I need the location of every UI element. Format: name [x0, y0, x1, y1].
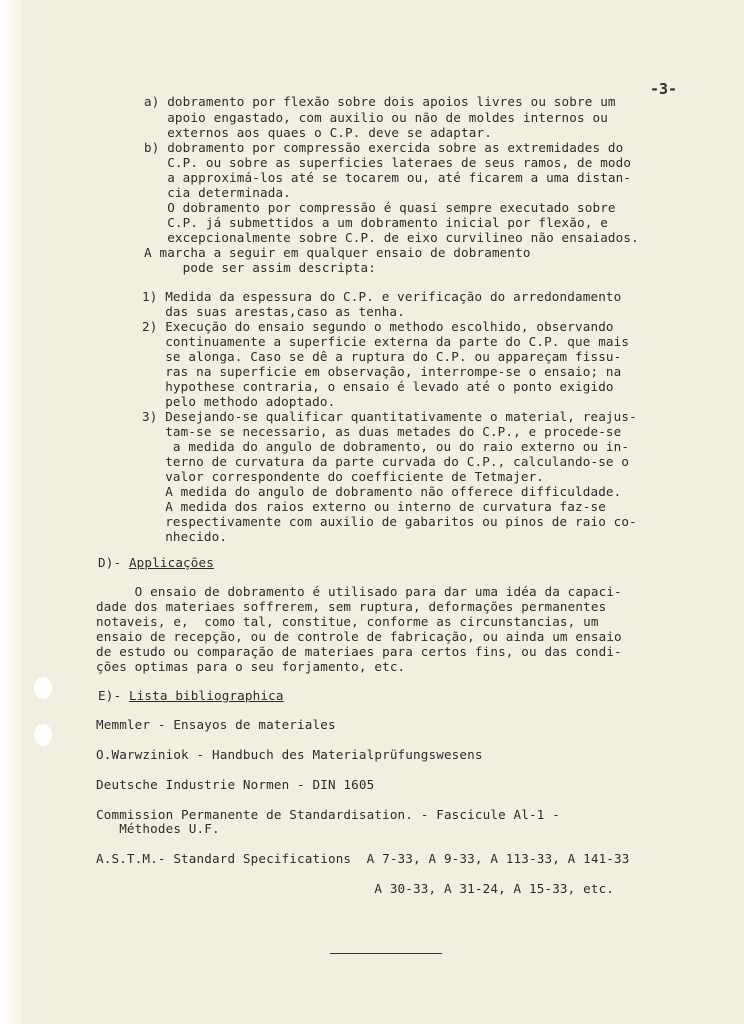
text-line: 1) Medida da espessura do C.P. e verificação do arredondamento: [142, 289, 622, 304]
text-line: 2) Execução do ensaio segundo o methodo escolhido, observando: [142, 319, 614, 334]
bibliography-entry: Deutsche Industrie Normen - DIN 1605: [96, 777, 375, 792]
text-line: a approximá-los até se tocarem ou, até ficarem a uma distan-: [144, 170, 632, 185]
text-line: apoio engastado, com auxilio ou não de moldes internos ou: [144, 110, 608, 125]
text-line: das suas arestas,caso as tenha.: [142, 304, 405, 319]
text-line: O dobramento por compressão é quasi sempre executado sobre: [144, 200, 616, 215]
page-number: -3-: [650, 80, 678, 98]
text-line: externos aos quaes o C.P. deve se adaptar.: [144, 125, 492, 140]
text-line: continuamente a superficie externa da parte do C.P. que mais: [142, 334, 630, 349]
text-line: a medida do angulo de dobramento, ou do raio externo ou in-: [142, 439, 630, 454]
text-line: A medida do angulo de dobramento não offerece difficuldade.: [142, 484, 622, 499]
text-line: b) dobramento por compressão exercida sobre as extremidades do: [144, 140, 624, 155]
text-line: pode ser assim descripta:: [144, 260, 376, 275]
text-line: pelo methodo adoptado.: [142, 394, 336, 409]
text-line: se alonga. Caso se dê a ruptura do C.P. ou appareçam fissu-: [142, 349, 622, 364]
punch-hole-lower: [34, 724, 52, 746]
text-line: 3) Desejando-se qualificar quantitativamente o material, reajus-: [142, 409, 637, 424]
text-line: de estudo ou comparação de materiaes para certos fins, ou das condi-: [96, 644, 622, 659]
section-prefix: D)-: [98, 555, 129, 570]
text-line: C.P. ou sobre as superficies lateraes de seus ramos, de modo: [144, 155, 632, 170]
text-line: A marcha a seguir em qualquer ensaio de dobramento: [144, 245, 531, 260]
section-heading-d: [98, 556, 214, 570]
bibliography-entry: Méthodes U.F.: [96, 821, 220, 836]
bibliography-entry: O.Warwziniok - Handbuch des Materialprüfungswesens: [96, 747, 483, 762]
section-prefix: E)-: [98, 688, 129, 703]
bibliography-entry: A 30-33, A 31-24, A 15-33, etc.: [96, 881, 615, 896]
punch-hole-upper: [34, 677, 52, 699]
bibliography-entry: A.S.T.M.- Standard Specifications A 7-33, A 9-33, A 113-33, A 141-33: [96, 851, 630, 866]
section-title: Applicações: [128, 555, 214, 570]
text-line: respectivamente com auxilio de gabaritos ou pinos de raio co-: [142, 514, 637, 529]
text-line: hypothese contraria, o ensaio é levado até o ponto exigido: [142, 379, 614, 394]
bibliography-entry: Commission Permanente de Standardisation. - Fascicule Al-1 -: [96, 807, 560, 822]
text-line: ensaio de recepção, ou de controle de fabricação, ou ainda um ensaio: [96, 629, 622, 644]
bibliography-entry: Memmler - Ensayos de materiales: [96, 717, 336, 732]
text-line: C.P. já submettidos a um dobramento inicial por flexão, e: [144, 215, 608, 230]
text-line: a) dobramento por flexão sobre dois apoios livres ou sobre um: [144, 94, 616, 109]
text-line: ções optimas para o seu forjamento, etc.: [96, 659, 406, 674]
text-line: ras na superficie em observação, interrompe-se o ensaio; na: [142, 364, 622, 379]
closing-rule: [330, 953, 442, 954]
text-line: dade dos materiaes soffrerem, sem ruptura, deformações permanentes: [96, 599, 607, 614]
text-line: tam-se se necessario, as duas metades do C.P., e procede-se: [142, 424, 622, 439]
text-line: A medida dos raios externo ou interno de curvatura faz-se: [142, 499, 606, 514]
section-heading-e: [98, 689, 284, 703]
text-line: O ensaio de dobramento é utilisado para dar uma idéa da capaci-: [96, 584, 622, 599]
section-title: Lista bibliographica: [128, 688, 284, 703]
text-line: notaveis, e, como tal, constitue, conforme as circunstancias, um: [96, 614, 599, 629]
text-line: cia determinada.: [144, 185, 291, 200]
text-line: terno de curvatura da parte curvada do C.P., calculando-se o: [142, 454, 630, 469]
text-line: excepcionalmente sobre C.P. de eixo curvilineo não ensaiados.: [144, 230, 639, 245]
text-line: nhecido.: [142, 529, 228, 544]
text-line: valor correspondente do coefficiente de Tetmajer.: [142, 469, 545, 484]
page-left-edge: [0, 0, 22, 1024]
